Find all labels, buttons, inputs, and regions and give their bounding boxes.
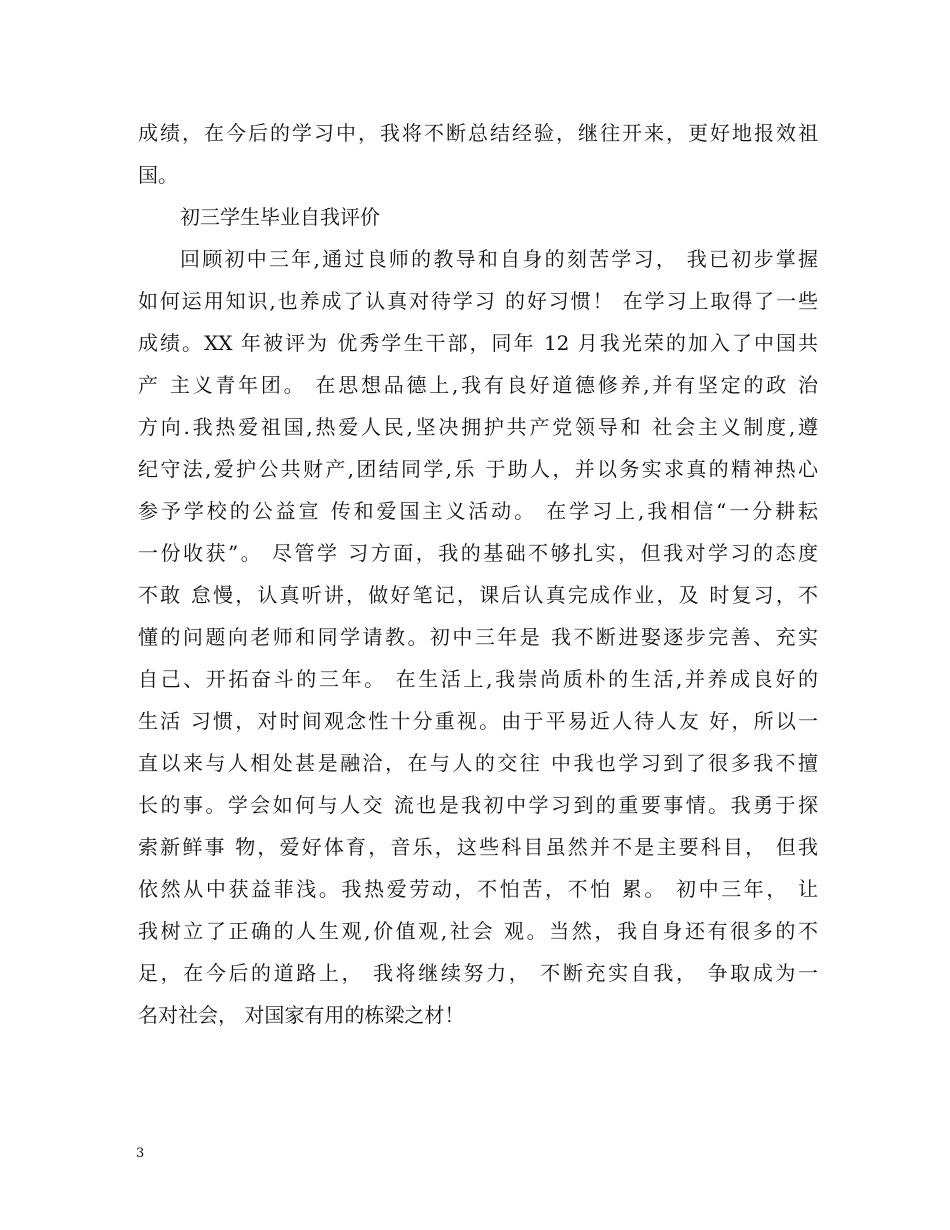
- paragraph-line: 成绩。XX 年被评为 优秀学生干部，同年 12 月我光荣的加入了中国共: [138, 331, 818, 355]
- paragraph-line: 足，在今后的道路上， 我将继续努力， 不断充实自我， 争取成为一: [138, 961, 818, 985]
- paragraph-line: 回顾初中三年,通过良师的教导和自身的刻苦学习， 我已初步掌握: [180, 247, 818, 271]
- paragraph-line: 我树立了正确的人生观,价值观,社会 观。当然，我自身还有很多的不: [138, 919, 818, 943]
- intro-line: 国。: [138, 163, 178, 187]
- paragraph-line: 纪守法,爱护公共财产,团结同学,乐 于助人，并以务实求真的精神热心: [138, 457, 818, 481]
- paragraph-line: 参予学校的公益宣 传和爱国主义活动。 在学习上,我相信“一分耕耘: [138, 499, 818, 523]
- paragraph-line: 长的事。学会如何与人交 流也是我初中学习到的重要事情。我勇于探: [138, 793, 818, 817]
- intro-line: 成绩，在今后的学习中，我将不断总结经验，继往开来，更好地报效祖: [138, 121, 818, 145]
- paragraph-line: 索新鲜事 物，爱好体育，音乐，这些科目虽然并不是主要科目， 但我: [138, 835, 818, 859]
- paragraph-line: 不敢 怠慢，认真听讲，做好笔记，课后认真完成作业，及 时复习，不: [138, 583, 818, 607]
- paragraph-line: 直以来与人相处甚是融洽，在与人的交往 中我也学习到了很多我不擅: [138, 751, 818, 775]
- paragraph-line: 名对社会， 对国家有用的栋梁之材！: [138, 1003, 465, 1027]
- paragraph-line: 方向.我热爱祖国,热爱人民,坚决拥护共产党领导和 社会主义制度,遵: [138, 415, 818, 439]
- paragraph-line: 生活 习惯，对时间观念性十分重视。由于平易近人待人友 好，所以一: [138, 709, 818, 733]
- page-number: 3: [136, 1146, 145, 1161]
- paragraph-line: 一份收获”。 尽管学 习方面，我的基础不够扎实，但我对学习的态度: [138, 541, 818, 565]
- paragraph-line: 自己、开拓奋斗的三年。 在生活上,我崇尚质朴的生活,并养成良好的: [138, 667, 818, 691]
- paragraph-line: 懂的问题向老师和同学请教。初中三年是 我不断进娶逐步完善、充实: [138, 625, 818, 649]
- paragraph-line: 产 主义青年团。 在思想品德上,我有良好道德修养,并有坚定的政 治: [138, 373, 818, 397]
- paragraph-line: 如何运用知识,也养成了认真对待学习 的好习惯！ 在学习上取得了一些: [138, 289, 818, 313]
- paragraph-line: 依然从中获益菲浅。我热爱劳动，不怕苦，不怕 累。 初中三年， 让: [138, 877, 818, 901]
- section-title: 初三学生毕业自我评价: [180, 205, 380, 229]
- document-body: [138, 112, 818, 1036]
